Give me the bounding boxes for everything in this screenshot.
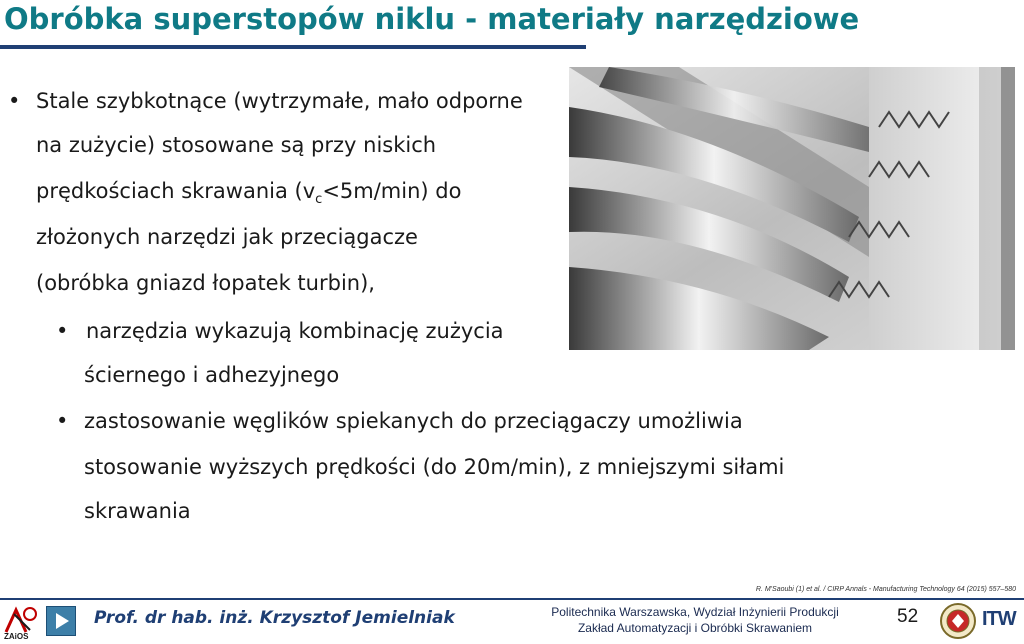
bullet-1-line-2: na zużycie) stosowane są przy niskich (36, 133, 437, 157)
bullet-1-line-1: Stale szybkotnące (wytrzymałe, mało odporne (36, 89, 523, 113)
bullet-marker: • (56, 319, 69, 343)
university-crest-icon (938, 602, 978, 640)
page-number: 52 (897, 606, 919, 627)
bullet-2-line-2: ściernego i adhezyjnego (84, 363, 340, 387)
play-triangle-icon (47, 607, 75, 635)
bullet-3-line-1: zastosowanie węglików spiekanych do przeciągaczy umożliwia (84, 409, 743, 433)
line-3-post: <5m/min) do (322, 179, 462, 203)
institution-line-2: Zakład Automatyzacji i Obróbki Skrawaniem (577, 621, 813, 635)
svg-text:ZAiOS: ZAiOS (4, 632, 29, 640)
institution-line-1: Politechnika Warszawska, Wydział Inżynierii Produkcji (551, 605, 839, 619)
bullet-2-line-1: narzędzia wykazują kombinację zużycia (86, 319, 504, 343)
institution (530, 604, 860, 636)
line-3-pre: prędkościach skrawania (v (36, 179, 316, 203)
footer (0, 600, 1024, 640)
itw-logo: ITW (982, 608, 1016, 630)
author-name: Prof. dr hab. inż. Krzysztof Jemielniak (94, 608, 455, 628)
slide-title: Obróbka superstopów niklu - materiały narzędziowe (4, 2, 860, 36)
bullet-1-line-4: złożonych narzędzi jak przeciągacze (36, 225, 418, 249)
bullet-marker: • (8, 89, 21, 113)
bullet-1-line-5: (obróbka gniazd łopatek turbin), (36, 271, 375, 295)
subscript-c: c (315, 192, 323, 208)
bullet-3-line-2: stosowanie wyższych prędkości (do 20m/min), z mniejszymi siłami (84, 455, 785, 479)
bullet-3-line-3: skrawania (84, 499, 191, 523)
citation: R. M'Saoubi (1) et al. / CIRP Annals - Manufacturing Technology 64 (2015) 557–580 (755, 586, 1016, 593)
broach-tool-photo (569, 67, 1015, 350)
zaios-logo-icon (2, 602, 42, 640)
bullet-marker: • (56, 409, 69, 433)
bullet-1-line-3 (36, 178, 461, 213)
next-slide-button[interactable] (46, 606, 76, 636)
